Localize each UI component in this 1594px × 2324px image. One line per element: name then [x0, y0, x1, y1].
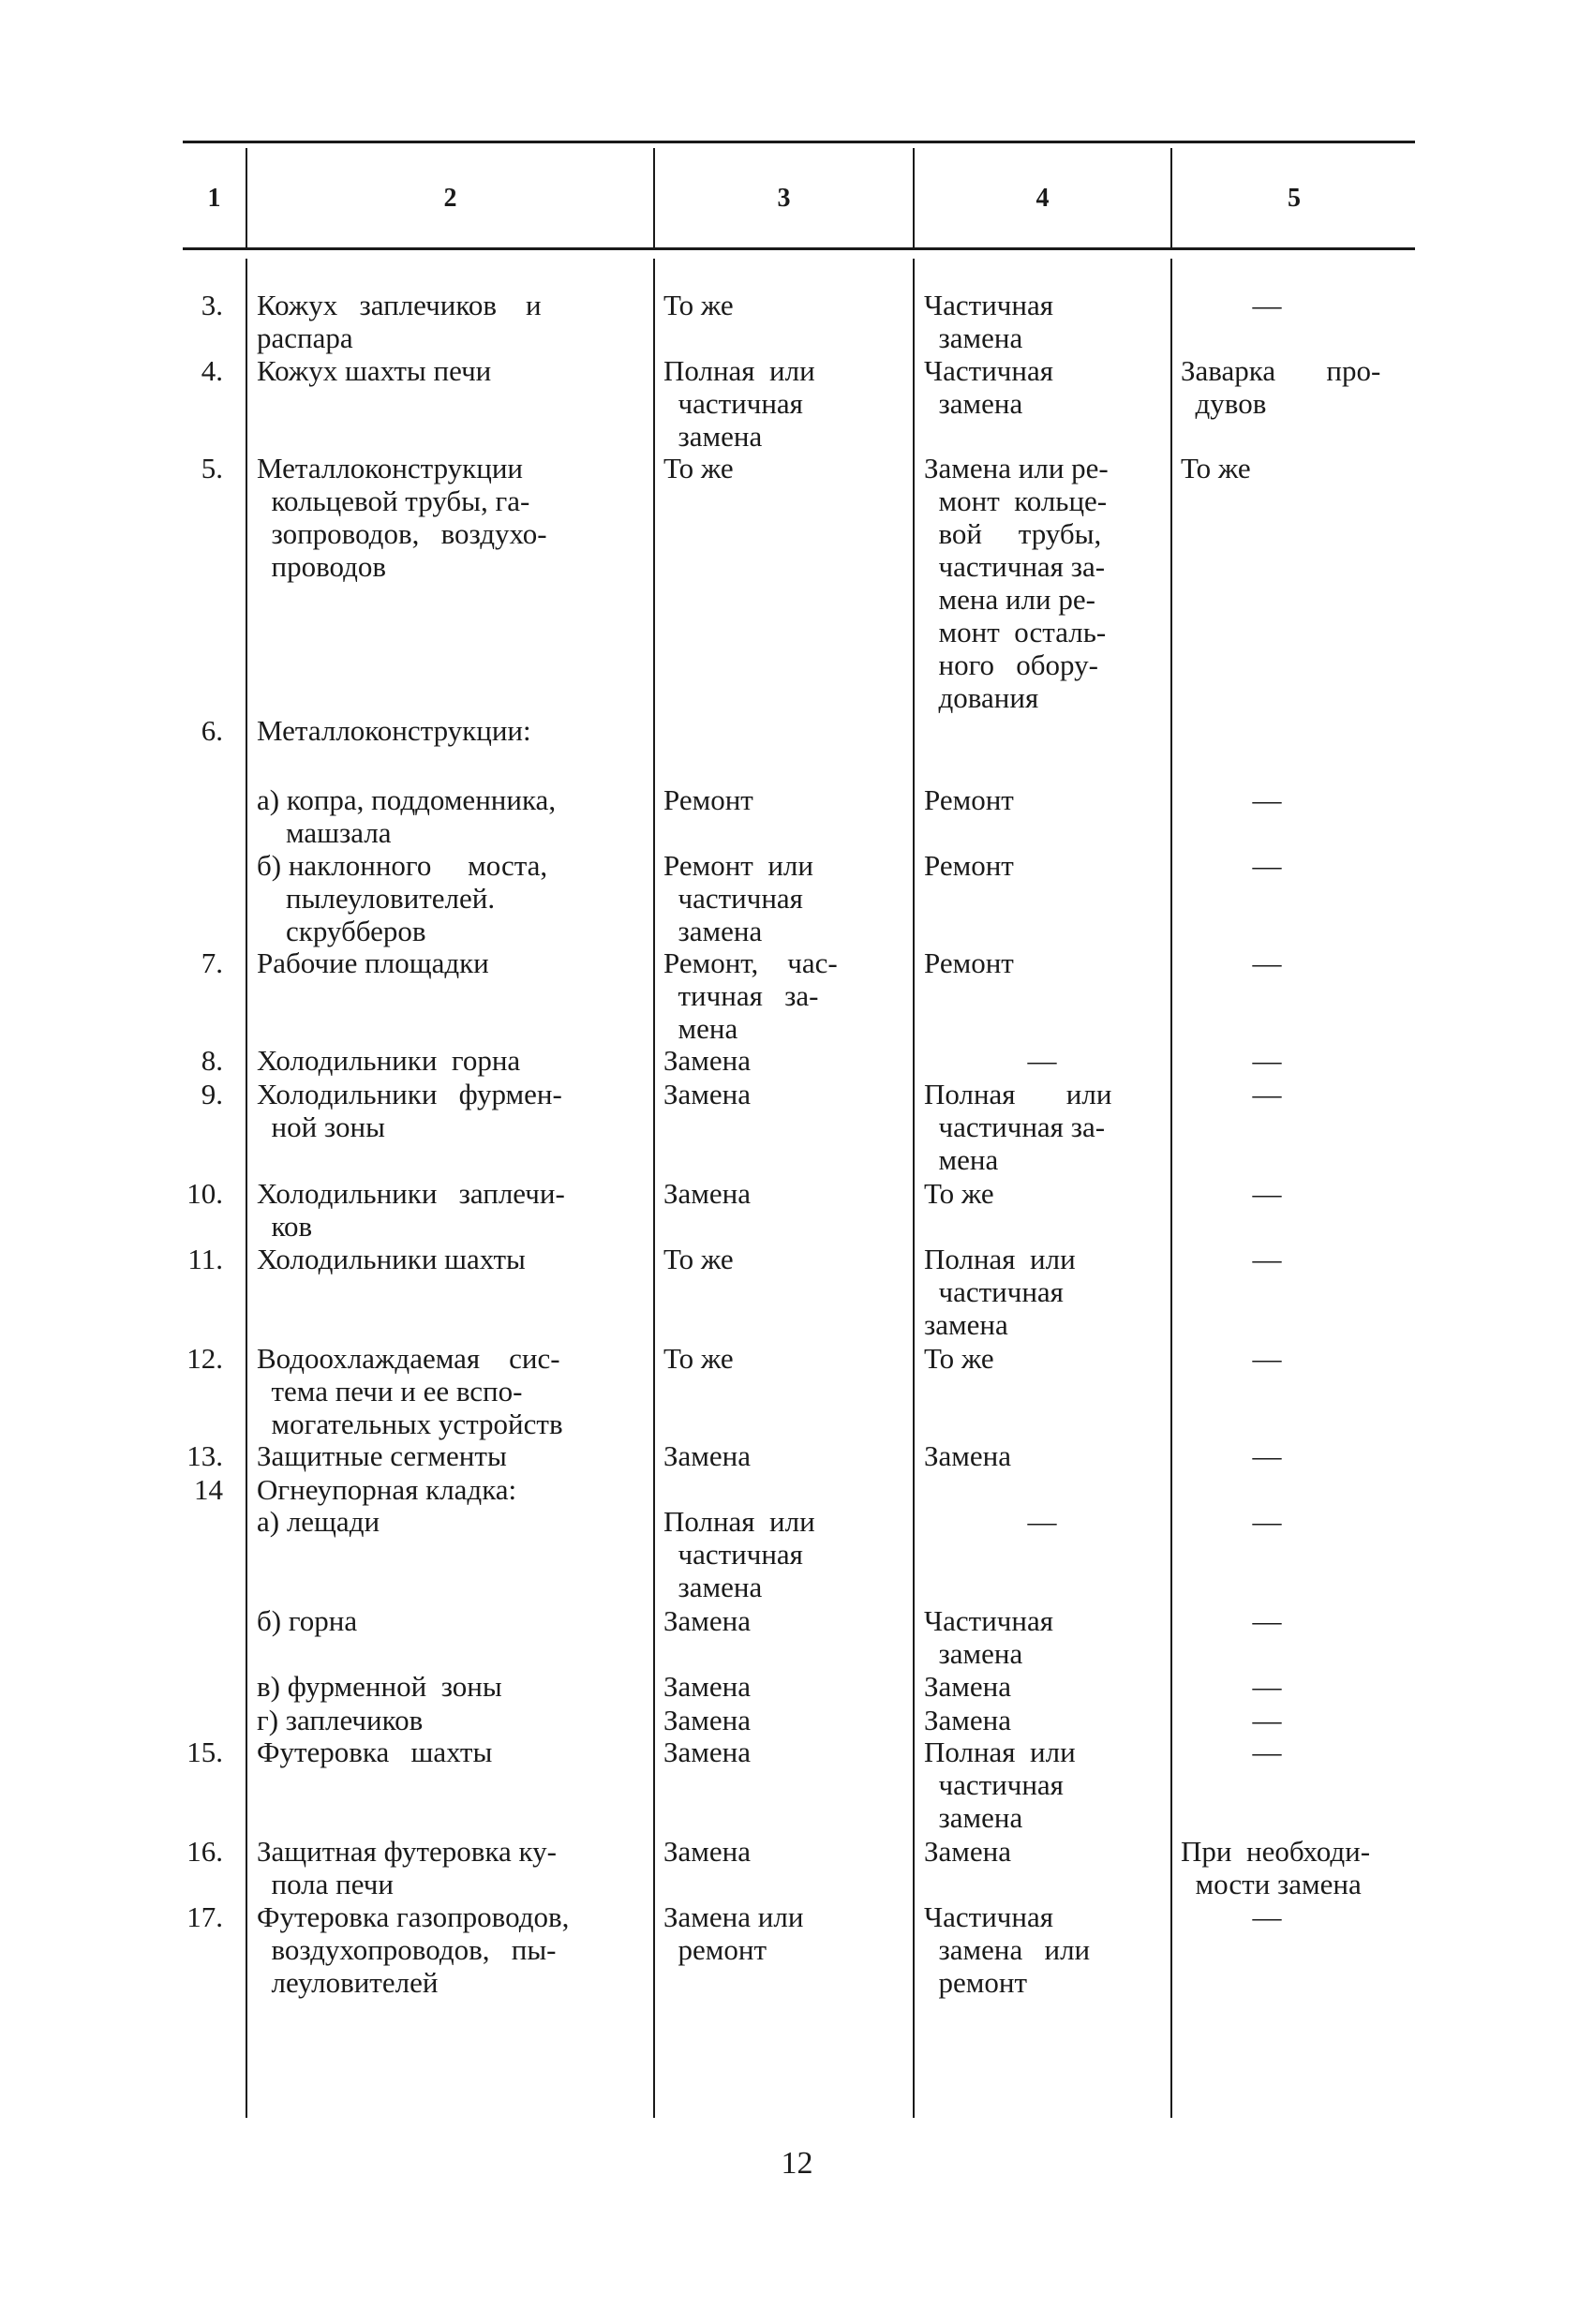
- table-cell-c4: Замена или ре-: [924, 452, 1109, 484]
- table-cell-c2: Холодильники горна: [257, 1044, 521, 1077]
- table-cell-c3: Замена: [663, 1604, 752, 1637]
- table-cell-c2: Футеровка шахты: [257, 1736, 493, 1768]
- row-number: 14: [194, 1473, 223, 1506]
- table-cell-c2: машзала: [257, 816, 392, 849]
- table-cell-c4: дования: [924, 681, 1039, 714]
- table-cell-c4: Полная или: [924, 1736, 1076, 1768]
- row-number: 6.: [201, 714, 223, 747]
- table-cell-c4: частичная: [924, 1275, 1064, 1308]
- table-cell-c4: замена: [924, 1308, 1008, 1341]
- table-cell-c4: —: [1027, 1505, 1057, 1538]
- column-header-5: 5: [1288, 184, 1301, 213]
- table-cell-c5: Заварка про-: [1181, 354, 1381, 387]
- column-header-4: 4: [1035, 184, 1050, 213]
- table-cell-c3: Замена: [663, 1044, 752, 1077]
- table-cell-c3: То же: [663, 1243, 734, 1275]
- table-cell-c2: а) копра, поддоменника,: [257, 783, 557, 816]
- table-cell-c4: вой трубы,: [924, 517, 1102, 550]
- table-cell-c2: ной зоны: [257, 1110, 385, 1143]
- table-cell-c4: монт осталь-: [924, 616, 1107, 648]
- table-cell-c2: Футеровка газопроводов,: [257, 1900, 570, 1933]
- table-cell-c5: —: [1252, 783, 1282, 816]
- column-header-1: 1: [207, 184, 221, 213]
- row-number: 5.: [201, 452, 223, 484]
- table-cell-c4: —: [1027, 1044, 1057, 1077]
- table-cell-c5: —: [1252, 1439, 1282, 1472]
- table-cell-c4: частичная: [924, 1768, 1064, 1801]
- table-cell-c3: частичная: [663, 882, 803, 915]
- table-cell-c3: замена: [663, 420, 763, 453]
- table-cell-c4: замена: [924, 387, 1023, 420]
- table-cell-c5: —: [1252, 849, 1282, 882]
- table-cell-c3: частичная: [663, 1538, 803, 1571]
- column-header-2: 2: [443, 184, 457, 213]
- table-cell-c3: Замена или: [663, 1900, 804, 1933]
- table-cell-c4: Замена: [924, 1835, 1012, 1868]
- table-cell-c2: в) фурменной зоны: [257, 1670, 502, 1703]
- table-cell-c3: тичная за-: [663, 979, 819, 1012]
- table-cell-c3: Замена: [663, 1835, 752, 1868]
- row-number: 7.: [201, 946, 223, 979]
- table-cell-c4: Замена: [924, 1439, 1012, 1472]
- row-number: 16.: [186, 1835, 223, 1868]
- table-cell-c3: замена: [663, 915, 763, 947]
- table-cell-c5: —: [1252, 1604, 1282, 1637]
- table-cell-c3: Ремонт или: [663, 849, 813, 882]
- row-number: 3.: [201, 289, 223, 321]
- table-cell-c2: Защитные сегменты: [257, 1439, 507, 1472]
- table-cell-c2: Защитная футеровка ку-: [257, 1835, 557, 1868]
- table-cell-c4: частичная за-: [924, 1110, 1106, 1143]
- table-cell-c2: Металлоконструкции:: [257, 714, 531, 747]
- table-cell-c5: —: [1252, 946, 1282, 979]
- table-cell-c4: То же: [924, 1342, 994, 1375]
- table-cell-c2: Холодильники фурмен-: [257, 1078, 562, 1110]
- table-cell-c4: замена или: [924, 1933, 1091, 1966]
- table-cell-c5: —: [1252, 1505, 1282, 1538]
- table-cell-c2: б) наклонного моста,: [257, 849, 548, 882]
- row-number: 17.: [186, 1900, 223, 1933]
- table-cell-c2: воздухопроводов, пы-: [257, 1933, 557, 1966]
- table-cell-c4: частичная за-: [924, 550, 1106, 583]
- row-number: 13.: [186, 1439, 223, 1472]
- table-cell-c4: замена: [924, 1801, 1023, 1834]
- table-cell-c3: Ремонт: [663, 783, 753, 816]
- table-cell-c5: —: [1252, 1177, 1282, 1210]
- table-cell-c4: Полная или: [924, 1078, 1112, 1110]
- table-cell-c4: Замена: [924, 1670, 1012, 1703]
- table-cell-c5: —: [1252, 1704, 1282, 1736]
- table-cell-c5: —: [1252, 1736, 1282, 1768]
- table-cell-c2: зопроводов, воздухо-: [257, 517, 547, 550]
- table-cell-c4: замена: [924, 321, 1023, 354]
- table-cell-c4: Замена: [924, 1704, 1012, 1736]
- table-cell-c2: леуловителей: [257, 1966, 439, 1999]
- table-cell-c4: Частичная: [924, 289, 1054, 321]
- table-cell-c2: распара: [257, 321, 353, 354]
- table-cell-c2: Огнеупорная кладка:: [257, 1473, 517, 1506]
- table-cell-c2: а) лещади: [257, 1505, 380, 1538]
- table-cell-c5: —: [1252, 1670, 1282, 1703]
- table-cell-c3: ремонт: [663, 1933, 767, 1966]
- table-cell-c3: Замена: [663, 1078, 752, 1110]
- row-number: 9.: [201, 1078, 223, 1110]
- table-cell-c4: монт кольце-: [924, 484, 1108, 517]
- table-cell-c2: проводов: [257, 550, 387, 583]
- table-cell-c2: г) заплечиков: [257, 1704, 424, 1736]
- row-number: 10.: [186, 1177, 223, 1210]
- table-top-rule: [183, 141, 1415, 143]
- table-cell-c2: пола печи: [257, 1868, 394, 1900]
- table-cell-c4: То же: [924, 1177, 994, 1210]
- table-cell-c2: Рабочие площадки: [257, 946, 489, 979]
- table-cell-c3: Полная или: [663, 354, 815, 387]
- table-cell-c5: При необходи-: [1181, 1835, 1371, 1868]
- table-cell-c5: —: [1252, 1342, 1282, 1375]
- column-divider: [913, 259, 915, 2118]
- table-cell-c3: Замена: [663, 1439, 752, 1472]
- table-cell-c4: Ремонт: [924, 946, 1014, 979]
- table-cell-c3: Замена: [663, 1670, 752, 1703]
- table-cell-c5: —: [1252, 1044, 1282, 1077]
- table-cell-c3: То же: [663, 289, 734, 321]
- table-cell-c4: Частичная: [924, 354, 1054, 387]
- table-cell-c2: ков: [257, 1210, 313, 1243]
- header-bottom-rule: [183, 247, 1415, 250]
- table-cell-c3: Замена: [663, 1704, 752, 1736]
- row-number: 11.: [187, 1243, 223, 1275]
- table-cell-c2: пылеуловителей.: [257, 882, 496, 915]
- table-cell-c5: —: [1252, 1243, 1282, 1275]
- table-cell-c3: частичная: [663, 387, 803, 420]
- table-cell-c5: мости замена: [1181, 1868, 1362, 1900]
- table-cell-c3: То же: [663, 1342, 734, 1375]
- table-cell-c5: То же: [1181, 452, 1251, 484]
- row-number: 8.: [201, 1044, 223, 1077]
- table-cell-c4: Ремонт: [924, 849, 1014, 882]
- table-cell-c2: Кожух шахты печи: [257, 354, 492, 387]
- row-number: 15.: [186, 1736, 223, 1768]
- table-cell-c2: скрубберов: [257, 915, 426, 947]
- table-cell-c5: —: [1252, 1900, 1282, 1933]
- table-cell-c4: ремонт: [924, 1966, 1028, 1999]
- column-divider: [1170, 259, 1172, 2118]
- table-cell-c2: Холодильники шахты: [257, 1243, 526, 1275]
- table-cell-c5: дувов: [1181, 387, 1267, 420]
- table-cell-c4: мена: [924, 1143, 999, 1176]
- row-number: 4.: [201, 354, 223, 387]
- table-cell-c3: Замена: [663, 1177, 752, 1210]
- table-cell-c2: Металлоконструкции: [257, 452, 523, 484]
- table-cell-c5: —: [1252, 289, 1282, 321]
- table-cell-c4: Ремонт: [924, 783, 1014, 816]
- table-cell-c2: Кожух заплечиков и: [257, 289, 542, 321]
- table-cell-c3: Замена: [663, 1736, 752, 1768]
- table-cell-c4: мена или ре-: [924, 583, 1095, 616]
- table-cell-c4: Полная или: [924, 1243, 1076, 1275]
- table-cell-c4: Частичная: [924, 1604, 1054, 1637]
- table-cell-c2: кольцевой трубы, га-: [257, 484, 530, 517]
- table-cell-c2: Водоохлаждаемая сис-: [257, 1342, 560, 1375]
- page-number: 12: [781, 2146, 813, 2181]
- table-cell-c5: —: [1252, 1078, 1282, 1110]
- table-cell-c2: тема печи и ее вспо-: [257, 1375, 523, 1408]
- table-cell-c4: ного обору-: [924, 648, 1098, 681]
- column-divider: [653, 259, 655, 2118]
- table-cell-c2: Холодильники заплечи-: [257, 1177, 565, 1210]
- table-cell-c3: Ремонт, час-: [663, 946, 838, 979]
- table-cell-c4: Частичная: [924, 1900, 1054, 1933]
- column-header-3: 3: [777, 184, 791, 213]
- column-divider: [246, 259, 247, 2118]
- table-cell-c3: То же: [663, 452, 734, 484]
- table-cell-c3: замена: [663, 1571, 763, 1603]
- table-cell-c2: могательных устройств: [257, 1408, 563, 1440]
- table-cell-c2: б) горна: [257, 1604, 358, 1637]
- table-cell-c3: Полная или: [663, 1505, 815, 1538]
- table-cell-c4: замена: [924, 1637, 1023, 1670]
- row-number: 12.: [186, 1342, 223, 1375]
- table-cell-c3: мена: [663, 1012, 738, 1045]
